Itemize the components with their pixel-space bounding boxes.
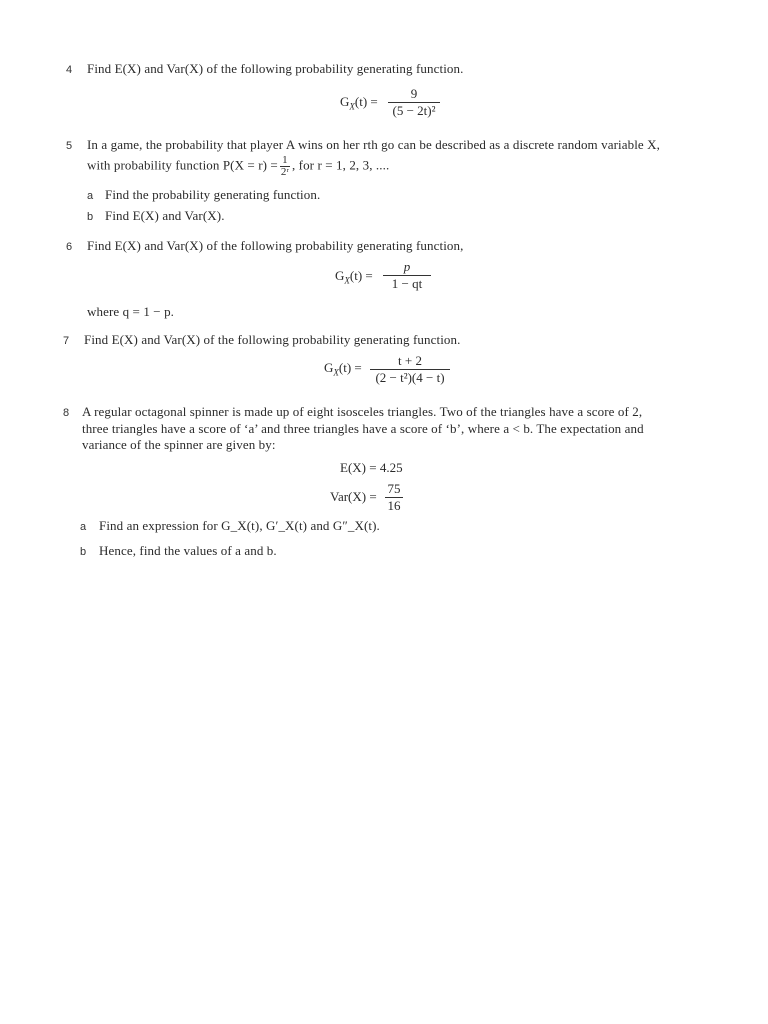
- question-4-lhs: $G_X(t)$ =: [340, 94, 378, 112]
- question-8-part-b-label: b: [80, 546, 87, 558]
- question-8-number: 8: [63, 407, 70, 419]
- question-5-part-b-label: b: [87, 211, 94, 223]
- question-5-fraction: $\frac{1}{\text{2ʳ}}$: [280, 154, 289, 178]
- question-6-number: 6: [66, 241, 73, 253]
- question-4-text: Find E(X) and Var(X) of the following probability generating function.: [87, 61, 464, 76]
- question-7-fraction: [370, 353, 450, 386]
- question-7-numerator: t + 2: [398, 353, 422, 368]
- question-8-variance-numerator: 75: [387, 481, 401, 496]
- question-5-part-b-text: Find E(X) and Var(X).: [105, 208, 225, 223]
- question-7-denominator: (2 − t²)(4 − t): [370, 369, 450, 386]
- question-8-variance-fraction: [385, 481, 403, 514]
- question-8-line-2: three triangles have a score of ‘a’ and three triangles have a score of ‘b’, where a < b. The expectation and: [82, 421, 644, 436]
- question-5-line-2: with probability function P(X = r) = $\frac{1}{\text{2ʳ}}$ , for r = 1, 2, 3, ....: [87, 154, 390, 178]
- question-6-text: Find E(X) and Var(X) of the following probability generating function,: [87, 238, 464, 253]
- question-8-part-a-label: a: [80, 521, 87, 533]
- question-6-denominator: 1 − qt: [383, 275, 431, 292]
- question-5-line-1: In a game, the probability that player A wins on her rth go can be described as a discrete random variable X,: [87, 137, 660, 152]
- question-8-variance-lhs: Var(X) =: [330, 489, 377, 504]
- question-8-part-b-text: Hence, find the values of a and b.: [99, 543, 277, 558]
- question-4-number: 4: [66, 64, 73, 76]
- question-4-denominator: (5 − 2t)²: [388, 102, 440, 119]
- question-6-numerator: p: [403, 259, 411, 274]
- question-4-fraction: [388, 86, 440, 119]
- question-8-line-3: variance of the spinner are given by:: [82, 437, 276, 452]
- question-8-variance-denominator: 16: [385, 497, 403, 514]
- question-8-part-a-text: Find an expression for G_X(t), G′_X(t) and G″_X(t).: [99, 518, 380, 533]
- question-5-number: 5: [66, 140, 73, 152]
- question-6-where: where q = 1 − p.: [87, 304, 175, 319]
- question-6-fraction: [383, 259, 431, 292]
- question-7-lhs: $G_X(t)$ =: [324, 360, 362, 378]
- question-6-lhs: $G_X(t)$ =: [335, 268, 373, 286]
- question-7-text: Find E(X) and Var(X) of the following probability generating function.: [84, 332, 461, 347]
- question-7-number: 7: [63, 335, 70, 347]
- question-5-part-a-text: Find the probability generating function.: [105, 187, 321, 202]
- question-4-numerator: 9: [410, 86, 418, 101]
- question-8-expectation: E(X) = 4.25: [340, 460, 403, 475]
- question-5-part-a-label: a: [87, 190, 94, 202]
- question-8-line-1: A regular octagonal spinner is made up of eight isosceles triangles. Two of the triangles have a score of 2,: [82, 404, 643, 419]
